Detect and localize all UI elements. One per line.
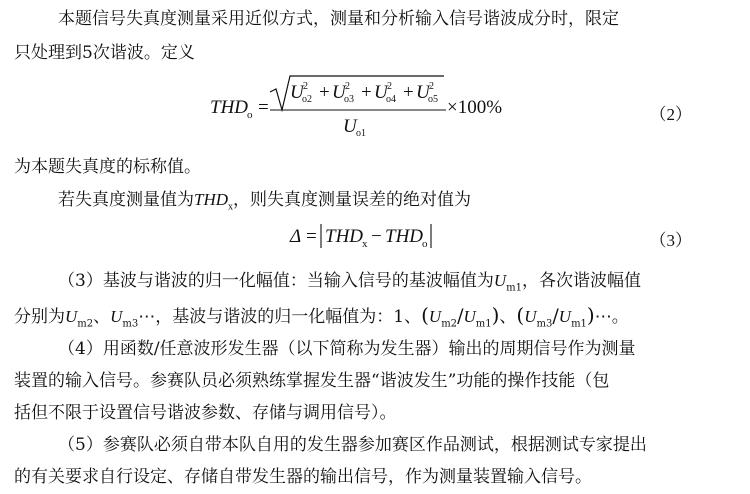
paragraph-2: 为本题失真度的标称值。 — [14, 157, 201, 177]
eq2-equals: = — [258, 97, 269, 118]
svg-text:−: − — [371, 226, 382, 247]
eq2-num-sub-3: o4 — [386, 94, 396, 105]
um2: U — [65, 307, 78, 326]
paragraph-4-line-2: 分别为$U_{m2}$、$U_{m3}\cdots$，基波与谐波的归一化幅值为：1、$(U_{m2}/U_{m1})$、$(U_{m3}/U_{m1})\cdots$。 — [14, 303, 629, 330]
um3-sub: m3 — [122, 318, 139, 330]
svg-text:+: + — [361, 82, 372, 103]
equation-3-number: （3） — [649, 231, 692, 250]
ratio2-num: U — [524, 307, 537, 326]
svg-text:+: + — [319, 82, 330, 103]
eq2-lhs-sub: o — [247, 109, 253, 121]
p4-line1-prefix: （3）基波与谐波的归一化幅值：当输入信号的基波幅值为 — [58, 271, 494, 291]
inline-thdx-sub: x — [228, 201, 234, 213]
paragraph-4-line-1 — [58, 270, 641, 292]
svg-text:2: 2 — [429, 81, 434, 92]
ratio1-num-sub: m2 — [441, 318, 458, 330]
eq2-num-sub-4: o5 — [428, 94, 438, 105]
paragraph-1-line-1: 本题信号失真度测量采用近似方式，测量和分析输入信号谐波成分时，限定 — [58, 9, 619, 29]
paragraph-1-line-2: 只处理到5次谐波。定义 — [14, 43, 195, 63]
eq3-thdx-sub: x — [362, 238, 368, 250]
svg-text:2: 2 — [387, 81, 392, 92]
equation-3 — [0, 218, 750, 254]
ratio1-num: U — [428, 307, 442, 326]
equation-2-number: （2） — [649, 105, 692, 124]
inline-thdx: THD — [194, 190, 229, 209]
eq2-den-sub: o1 — [356, 128, 366, 139]
eq2-num-3: U — [374, 82, 388, 103]
p4-line2-mid: 、 — [93, 307, 111, 327]
paragraph-3 — [58, 189, 471, 211]
svg-text:2: 2 — [303, 81, 308, 92]
eq2-times: ×100% — [447, 97, 503, 118]
paragraph-5-line-3: 括但不限于设置信号谐波参数、存储与调用信号）。 — [14, 403, 397, 423]
paragraph-5-line-1: （4）用函数/任意波形发生器（以下简称为发生器）输出的周期信号作为测量 — [58, 339, 636, 359]
um3: U — [110, 307, 123, 326]
eq3-lhs: Δ — [290, 226, 302, 247]
eq2-num-2: U — [332, 82, 346, 103]
ratio1-den: U — [463, 307, 476, 326]
p3-suffix: ，则失真度测量误差的绝对值为 — [233, 190, 472, 210]
ratio1-den-sub: m1 — [475, 318, 492, 330]
equation-2 — [0, 72, 750, 142]
eq2-num-sub-2: o3 — [344, 94, 354, 105]
um2-sub: m2 — [77, 318, 94, 330]
um1-sub: m1 — [506, 282, 522, 294]
ratio2-num-sub: m3 — [536, 318, 553, 330]
eq3-thdo: THD — [385, 226, 424, 247]
p4-line2-mid2: ⋯，基波与谐波的归一化幅值为：1、 — [138, 307, 422, 327]
eq2-den: U — [343, 116, 357, 137]
um1: U — [493, 271, 507, 290]
ratio2-den: U — [558, 307, 572, 326]
svg-text:2: 2 — [345, 81, 350, 92]
paragraph-6-line-1: （5）参赛队必须自带本队自用的发生器参加赛区作品测试，根据测试专家提出 — [58, 435, 647, 455]
p4-line2-end: ⋯。 — [594, 307, 629, 327]
eq2-num-1: U — [290, 82, 304, 103]
eq3-thdx: THD — [325, 226, 364, 247]
p4-line1-suffix: ，各次谐波幅值 — [521, 271, 641, 291]
eq2-num-sub-1: o2 — [302, 94, 312, 105]
p4-line2-sep: 、 — [499, 307, 517, 327]
eq3-thdo-sub: o — [422, 238, 428, 250]
p3-prefix: 若失真度测量值为 — [58, 190, 194, 210]
ratio2-den-sub: m1 — [571, 318, 587, 330]
svg-text:+: + — [403, 82, 414, 103]
p4-line2-prefix: 分别为 — [14, 307, 65, 327]
paragraph-5-line-2: 装置的输入信号。参赛队员必须熟练掌握发生器“谐波发生”功能的操作技能（包 — [14, 371, 610, 391]
eq2-num-4: U — [416, 82, 430, 103]
svg-text:=: = — [306, 226, 317, 247]
paragraph-6-line-2: 的有关要求自行设定、存储自带发生器的输出信号，作为测量装置输入信号。 — [14, 467, 592, 487]
eq2-lhs: THD — [210, 97, 249, 118]
